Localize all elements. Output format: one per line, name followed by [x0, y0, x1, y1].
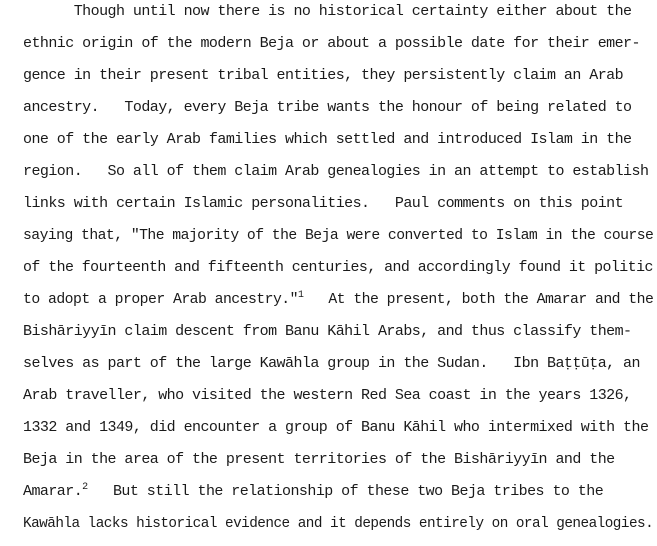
text-line — [23, 482, 603, 502]
text-line: saying that, "The majority of the Beja were converted to Islam in the course — [23, 227, 654, 244]
text-line: ancestry. Today, every Beja tribe wants the honour of being related to — [23, 99, 632, 116]
text-line: selves as part of the large Kawāhla group in the Sudan. Ibn Baṭṭūṭa, an — [23, 355, 640, 372]
text-line — [23, 290, 653, 310]
text-segment: Amarar. — [23, 483, 83, 500]
text-line: one of the early Arab families which settled and introduced Islam in the — [23, 131, 632, 148]
footnote-marker: 1 — [297, 290, 304, 301]
text-line: of the fourteenth and fifteenth centuries, and accordingly found it politic — [23, 259, 653, 276]
text-segment: But still the relationship of these two Beja tribes to the — [87, 483, 604, 500]
text-segment: to adopt a proper Arab ancestry." — [23, 291, 298, 308]
text-line: links with certain Islamic personalities. Paul comments on this point — [23, 195, 624, 212]
footnote-marker: 2 — [82, 482, 88, 493]
text-segment: At the present, both the Amarar and the — [303, 291, 654, 308]
text-line: region. So all of them claim Arab genealogies in an attempt to establish — [23, 163, 649, 180]
text-line: Bishāriyyīn claim descent from Banu Kāhil Arabs, and thus classify them- — [23, 323, 632, 340]
text-line: Though until now there is no historical certainty either about the — [23, 3, 632, 20]
text-line: gence in their present tribal entities, they persistently claim an Arab — [23, 67, 624, 84]
text-line: ethnic origin of the modern Beja or about a possible date for their emer- — [23, 35, 640, 52]
text-line: Arab traveller, who visited the western Red Sea coast in the years 1326, — [23, 387, 632, 404]
text-line: Beja in the area of the present territories of the Bishāriyyīn and the — [23, 451, 615, 468]
text-line: Kawāhla lacks historical evidence and it depends entirely on oral genealogies. — [23, 515, 654, 532]
text-line: 1332 and 1349, did encounter a group of Banu Kāhil who intermixed with the — [23, 419, 649, 436]
